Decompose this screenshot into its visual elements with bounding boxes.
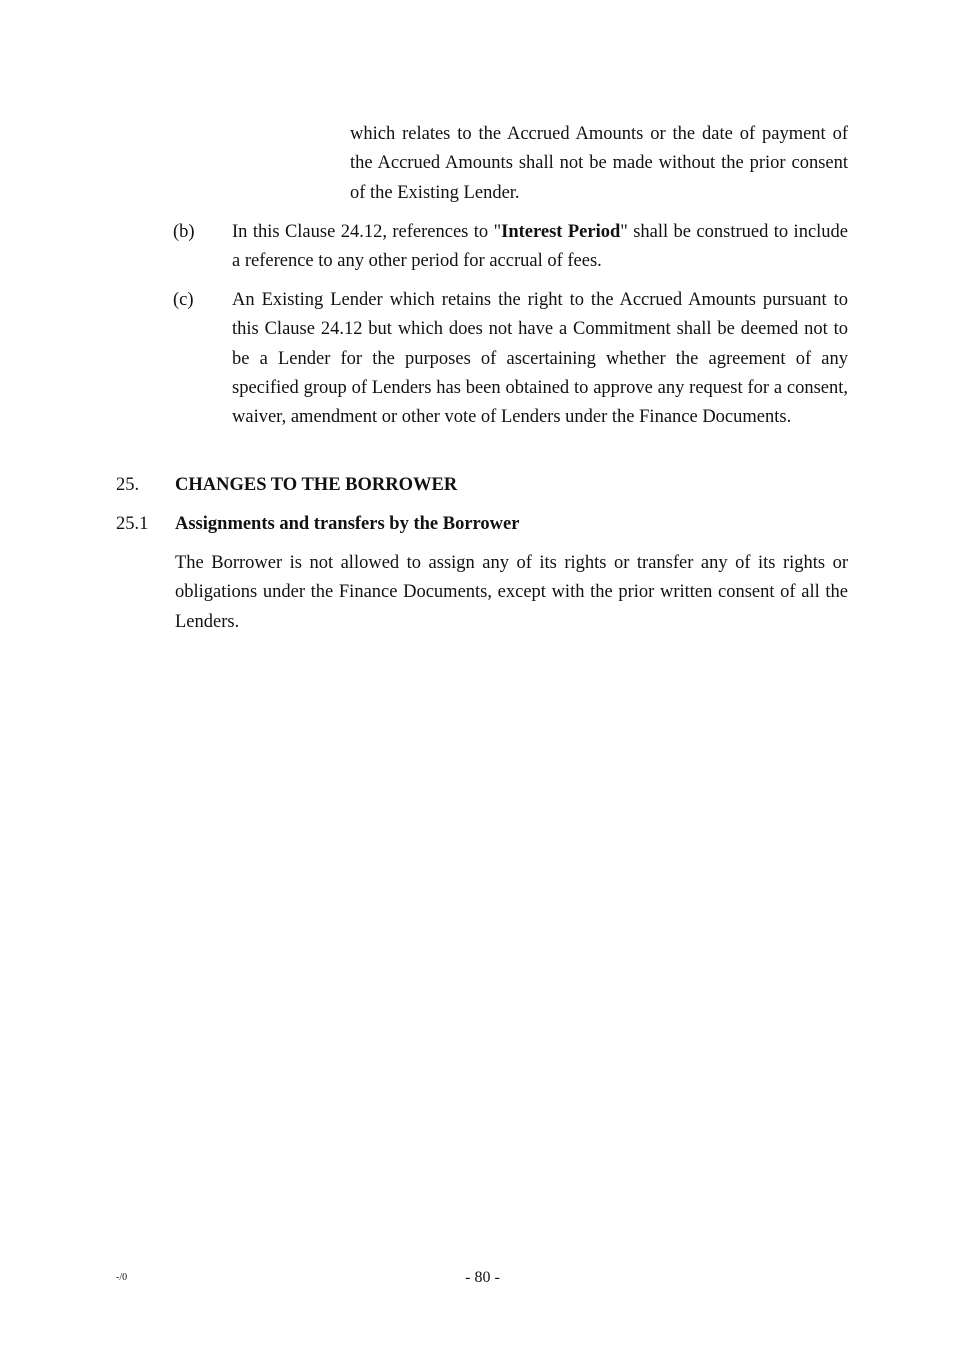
subsection-number: 25.1 (116, 514, 149, 534)
footer-document-code: -/0 (116, 1272, 128, 1283)
paragraph-c: An Existing Lender which retains the right to the Accrued Amounts pursuant to this Clause 24.12 but which does not have a Commitment shall be deemed not to be a Lender for the purposes of ascertaining whether the agreement of any specified group of Lenders has been obtained to approve any request for a consent, waiver, amendment or other vote of Lenders under the Finance Documents. (232, 290, 848, 428)
list-marker-b: (b) (173, 222, 195, 242)
section-heading: CHANGES TO THE BORROWER (175, 475, 458, 495)
list-marker-c: (c) (173, 290, 194, 310)
page-number: - 80 - (465, 1269, 500, 1286)
subsection-paragraph: The Borrower is not allowed to assign any of its rights or transfer any of its rights or obligations under the Finance Documents, except with the prior written consent of all the Lenders. (175, 553, 848, 632)
paragraph-b-text-before: In this Clause 24.12, references to " (232, 222, 502, 242)
defined-term-interest-period: Interest Period (501, 222, 621, 242)
paragraph-b (232, 218, 848, 277)
paragraph-b-text-after: " shall be construed to include a reference to any other period for accrual of fees. (232, 222, 849, 272)
continuation-paragraph: which relates to the Accrued Amounts or the date of payment of the Accrued Amounts shall not be made without the prior consent of the Existing Lender. (350, 124, 848, 203)
section-number: 25. (116, 475, 140, 495)
subsection-heading: Assignments and transfers by the Borrower (175, 514, 520, 534)
